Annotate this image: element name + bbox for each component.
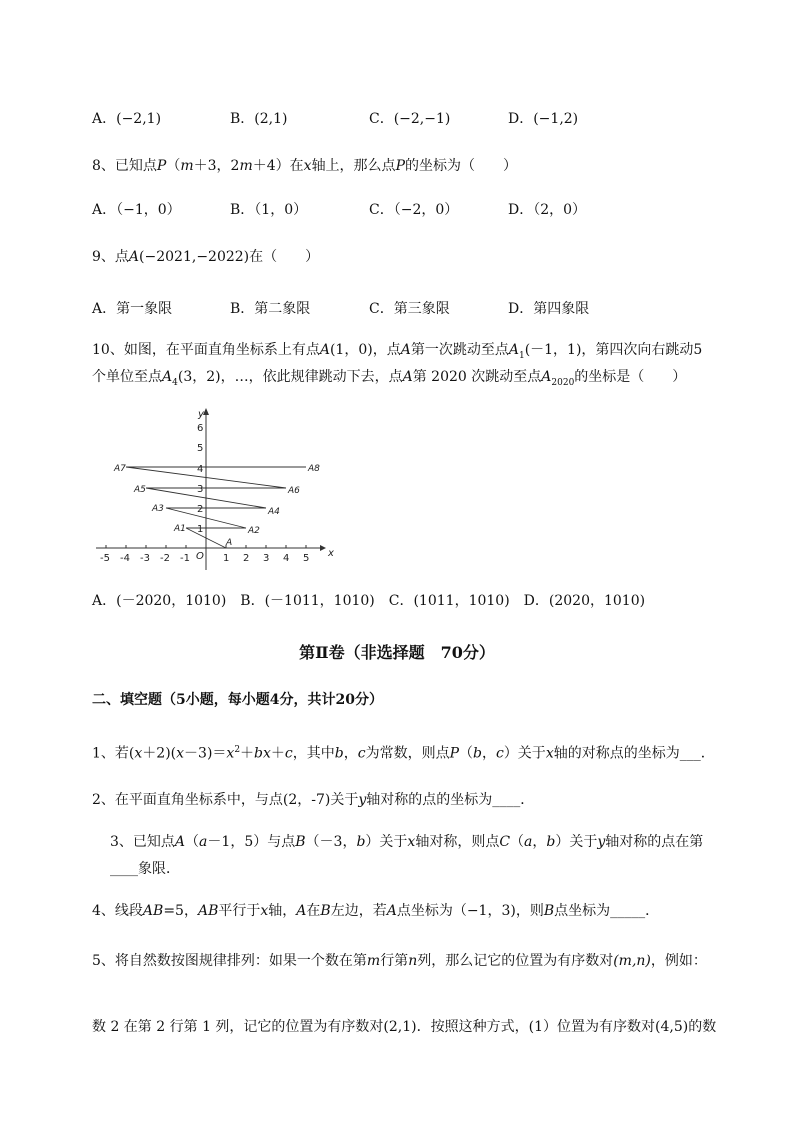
x-axis-label: x bbox=[328, 548, 334, 559]
y-tick-label: 3 bbox=[197, 484, 204, 495]
fill-question-1: 1、若$(x+2)(x-3)=x^2+bx+c$，其中b，c为常数，则点P（b，c）关于x轴的对称点的坐标为___． bbox=[92, 745, 715, 762]
q9-option-d[interactable]: D．第四象限 bbox=[508, 301, 590, 317]
q9-question: 9、点A(−2021,−2022)在（ ） bbox=[92, 249, 320, 265]
fill-question-2: 2、在平面直角坐标系中，与点(2，-7)关于y轴对称的点的坐标为____． bbox=[92, 792, 535, 808]
x-tick-label: 4 bbox=[283, 553, 290, 564]
q9-option-b[interactable]: B．第二象限 bbox=[230, 301, 311, 317]
point-label-a5: A5 bbox=[134, 485, 146, 495]
point-label-a8: A8 bbox=[308, 464, 320, 474]
y-tick-label: 6 bbox=[197, 423, 204, 434]
q10-coordinate-figure bbox=[92, 405, 342, 577]
q9-option-c[interactable]: C．第三象限 bbox=[369, 301, 450, 317]
y-tick-label: 1 bbox=[197, 524, 204, 535]
fill-question-4: 4、线段AB=5，AB平行于x轴，A在B左边，若A点坐标为（−1，3)，则B点坐标为_____． bbox=[92, 903, 660, 919]
section-2-title: 第Ⅱ卷（非选择题 70分） bbox=[299, 643, 495, 662]
q7-option-a[interactable]: A．(−2,1) bbox=[92, 111, 162, 127]
q7-option-c[interactable]: C．(−2,−1) bbox=[369, 111, 451, 127]
y-axis-label: y bbox=[198, 409, 204, 420]
point-label-a4: A4 bbox=[268, 507, 280, 517]
point-label-a7: A7 bbox=[114, 464, 126, 474]
fill-question-5-line2: 数 2 在第 2 行第 1 列，记它的位置为有序数对(2,1)．按照这种方式，(1）位置为有序数对(4,5)的数 bbox=[92, 1019, 717, 1035]
q8-question: 8、已知点P（m＋3，2m＋4）在x轴上，那么点P的坐标为（ ） bbox=[92, 158, 517, 174]
q10-options[interactable]: A．(－2020，1010) B．(－1011，1010) C．(1011，1010) D．(2020，1010) bbox=[92, 593, 646, 609]
point-label-a1: A1 bbox=[174, 524, 186, 534]
point-label-a3: A3 bbox=[152, 504, 164, 514]
x-tick-label: -5 bbox=[100, 553, 110, 564]
x-tick-label: 1 bbox=[223, 553, 230, 564]
point-label-a6: A6 bbox=[288, 486, 300, 496]
x-tick-label: 5 bbox=[303, 553, 310, 564]
x-axis-arrow bbox=[320, 545, 326, 551]
y-tick-label: 2 bbox=[197, 504, 204, 515]
q10-question-line1: 10、如图，在平面直角坐标系上有点A(1，0)，点A第一次跳动至点$A_1(-1$，1)，第四次向右跳动5 bbox=[92, 342, 703, 361]
q8-option-a[interactable]: A．（−1，0） bbox=[92, 202, 181, 218]
q9-option-a[interactable]: A．第一象限 bbox=[92, 301, 173, 317]
point-label-a2: A2 bbox=[248, 526, 260, 536]
q7-option-b[interactable]: B．(2,1) bbox=[230, 111, 288, 127]
q8-option-b[interactable]: B．（1，0） bbox=[230, 202, 308, 218]
q10-question-line2: 个单位至点$A_4(3$，2)，…，依此规律跳动下去，点A第 2020 次跳动至点$A_{2020}$的坐标是（ ） bbox=[92, 369, 687, 388]
x-tick-label: -1 bbox=[180, 553, 190, 564]
x-tick-label: 2 bbox=[243, 553, 250, 564]
x-tick-label: -3 bbox=[140, 553, 150, 564]
x-tick-label: -2 bbox=[160, 553, 170, 564]
fill-question-3-line2: ____象限． bbox=[110, 861, 180, 877]
y-tick-label: 4 bbox=[197, 464, 204, 475]
y-tick-label: 5 bbox=[197, 443, 204, 454]
x-tick-label: 3 bbox=[263, 553, 270, 564]
origin-label: O bbox=[196, 551, 204, 562]
x-tick-label: -4 bbox=[120, 553, 130, 564]
fill-question-3-line1: 3、已知点A（a－1，5）与点B（－3，b）关于x轴对称，则点C（a，b）关于y轴对称的点在第 bbox=[110, 834, 704, 850]
fill-question-5-line1: 5、将自然数按图规律排列：如果一个数在第m行第n列，那么记它的位置为有序数对(m,n)，例如： bbox=[92, 953, 707, 969]
q8-option-d[interactable]: D．（2，0） bbox=[508, 202, 587, 218]
fill-in-section-title: 二、填空题（5小题，每小题4分，共计20分） bbox=[92, 692, 383, 708]
q7-option-d[interactable]: D．(−1,2) bbox=[508, 111, 579, 127]
q8-option-c[interactable]: C．（−2，0） bbox=[369, 202, 459, 218]
point-label-a: A bbox=[226, 538, 233, 548]
